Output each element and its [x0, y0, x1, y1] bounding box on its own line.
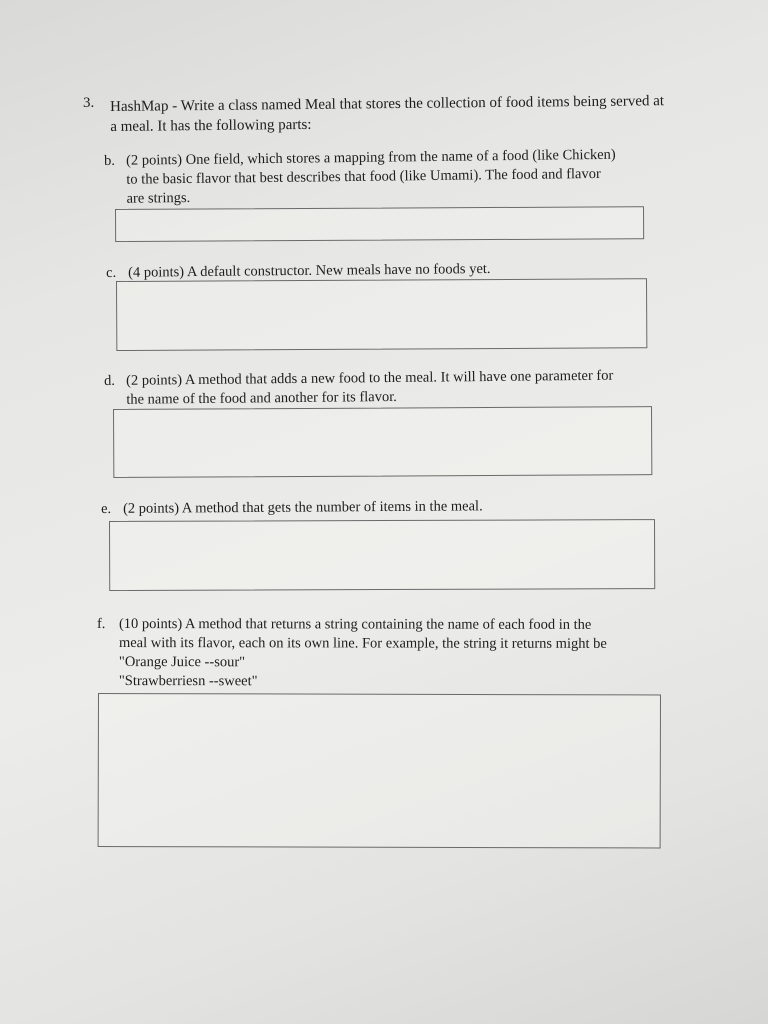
- question-number: 3.: [83, 95, 95, 111]
- part-b-text: [126, 145, 675, 209]
- question-intro: HashMap - Write a class named Meal that stores the collection of food items being served at a meal. It has the following parts:: [110, 93, 665, 135]
- part-b: [104, 145, 675, 209]
- answer-box-c[interactable]: [116, 278, 647, 351]
- part-f-letter: f.: [96, 616, 106, 633]
- part-b-letter: b.: [104, 152, 116, 169]
- part-f-line: (10 points) A method that returns a string containing the name of each food in the: [118, 616, 592, 633]
- part-d-letter: d.: [104, 372, 116, 389]
- answer-box-b[interactable]: [115, 206, 644, 242]
- part-b-line: are strings.: [126, 189, 191, 207]
- answer-box-d[interactable]: [113, 406, 652, 478]
- part-b-line: to the basic flavor that best describes that food (like Umami). The food and flavor: [126, 165, 601, 188]
- part-f-line: meal with its flavor, each on its own line. For example, the string it returns might be: [118, 635, 607, 652]
- answer-box-f[interactable]: [98, 693, 661, 848]
- part-f-text: [119, 615, 687, 692]
- part-d-text: [126, 366, 679, 410]
- part-d-line: the name of the food and another for its flavor.: [126, 388, 397, 408]
- answer-box-e[interactable]: [109, 519, 655, 591]
- part-e: [101, 496, 661, 519]
- part-e-text: [123, 496, 661, 519]
- part-e-letter: e.: [101, 500, 112, 517]
- part-f-line: "Orange Juice --sour": [118, 654, 246, 671]
- part-d-line: (2 points) A method that adds a new food to the meal. It will have one parameter for: [126, 367, 614, 389]
- part-f-line: "Strawberriesn --sweet": [118, 673, 258, 690]
- part-c-line: (4 points) A default constructor. New meals have no foods yet.: [128, 260, 491, 281]
- part-f: [97, 615, 687, 692]
- part-e-line: (2 points) A method that gets the number of items in the meal.: [123, 498, 483, 517]
- part-c-letter: c.: [106, 264, 117, 281]
- part-d: [104, 366, 679, 410]
- part-b-line: (2 points) One field, which stores a mapping from the name of a food (like Chicken): [126, 146, 616, 169]
